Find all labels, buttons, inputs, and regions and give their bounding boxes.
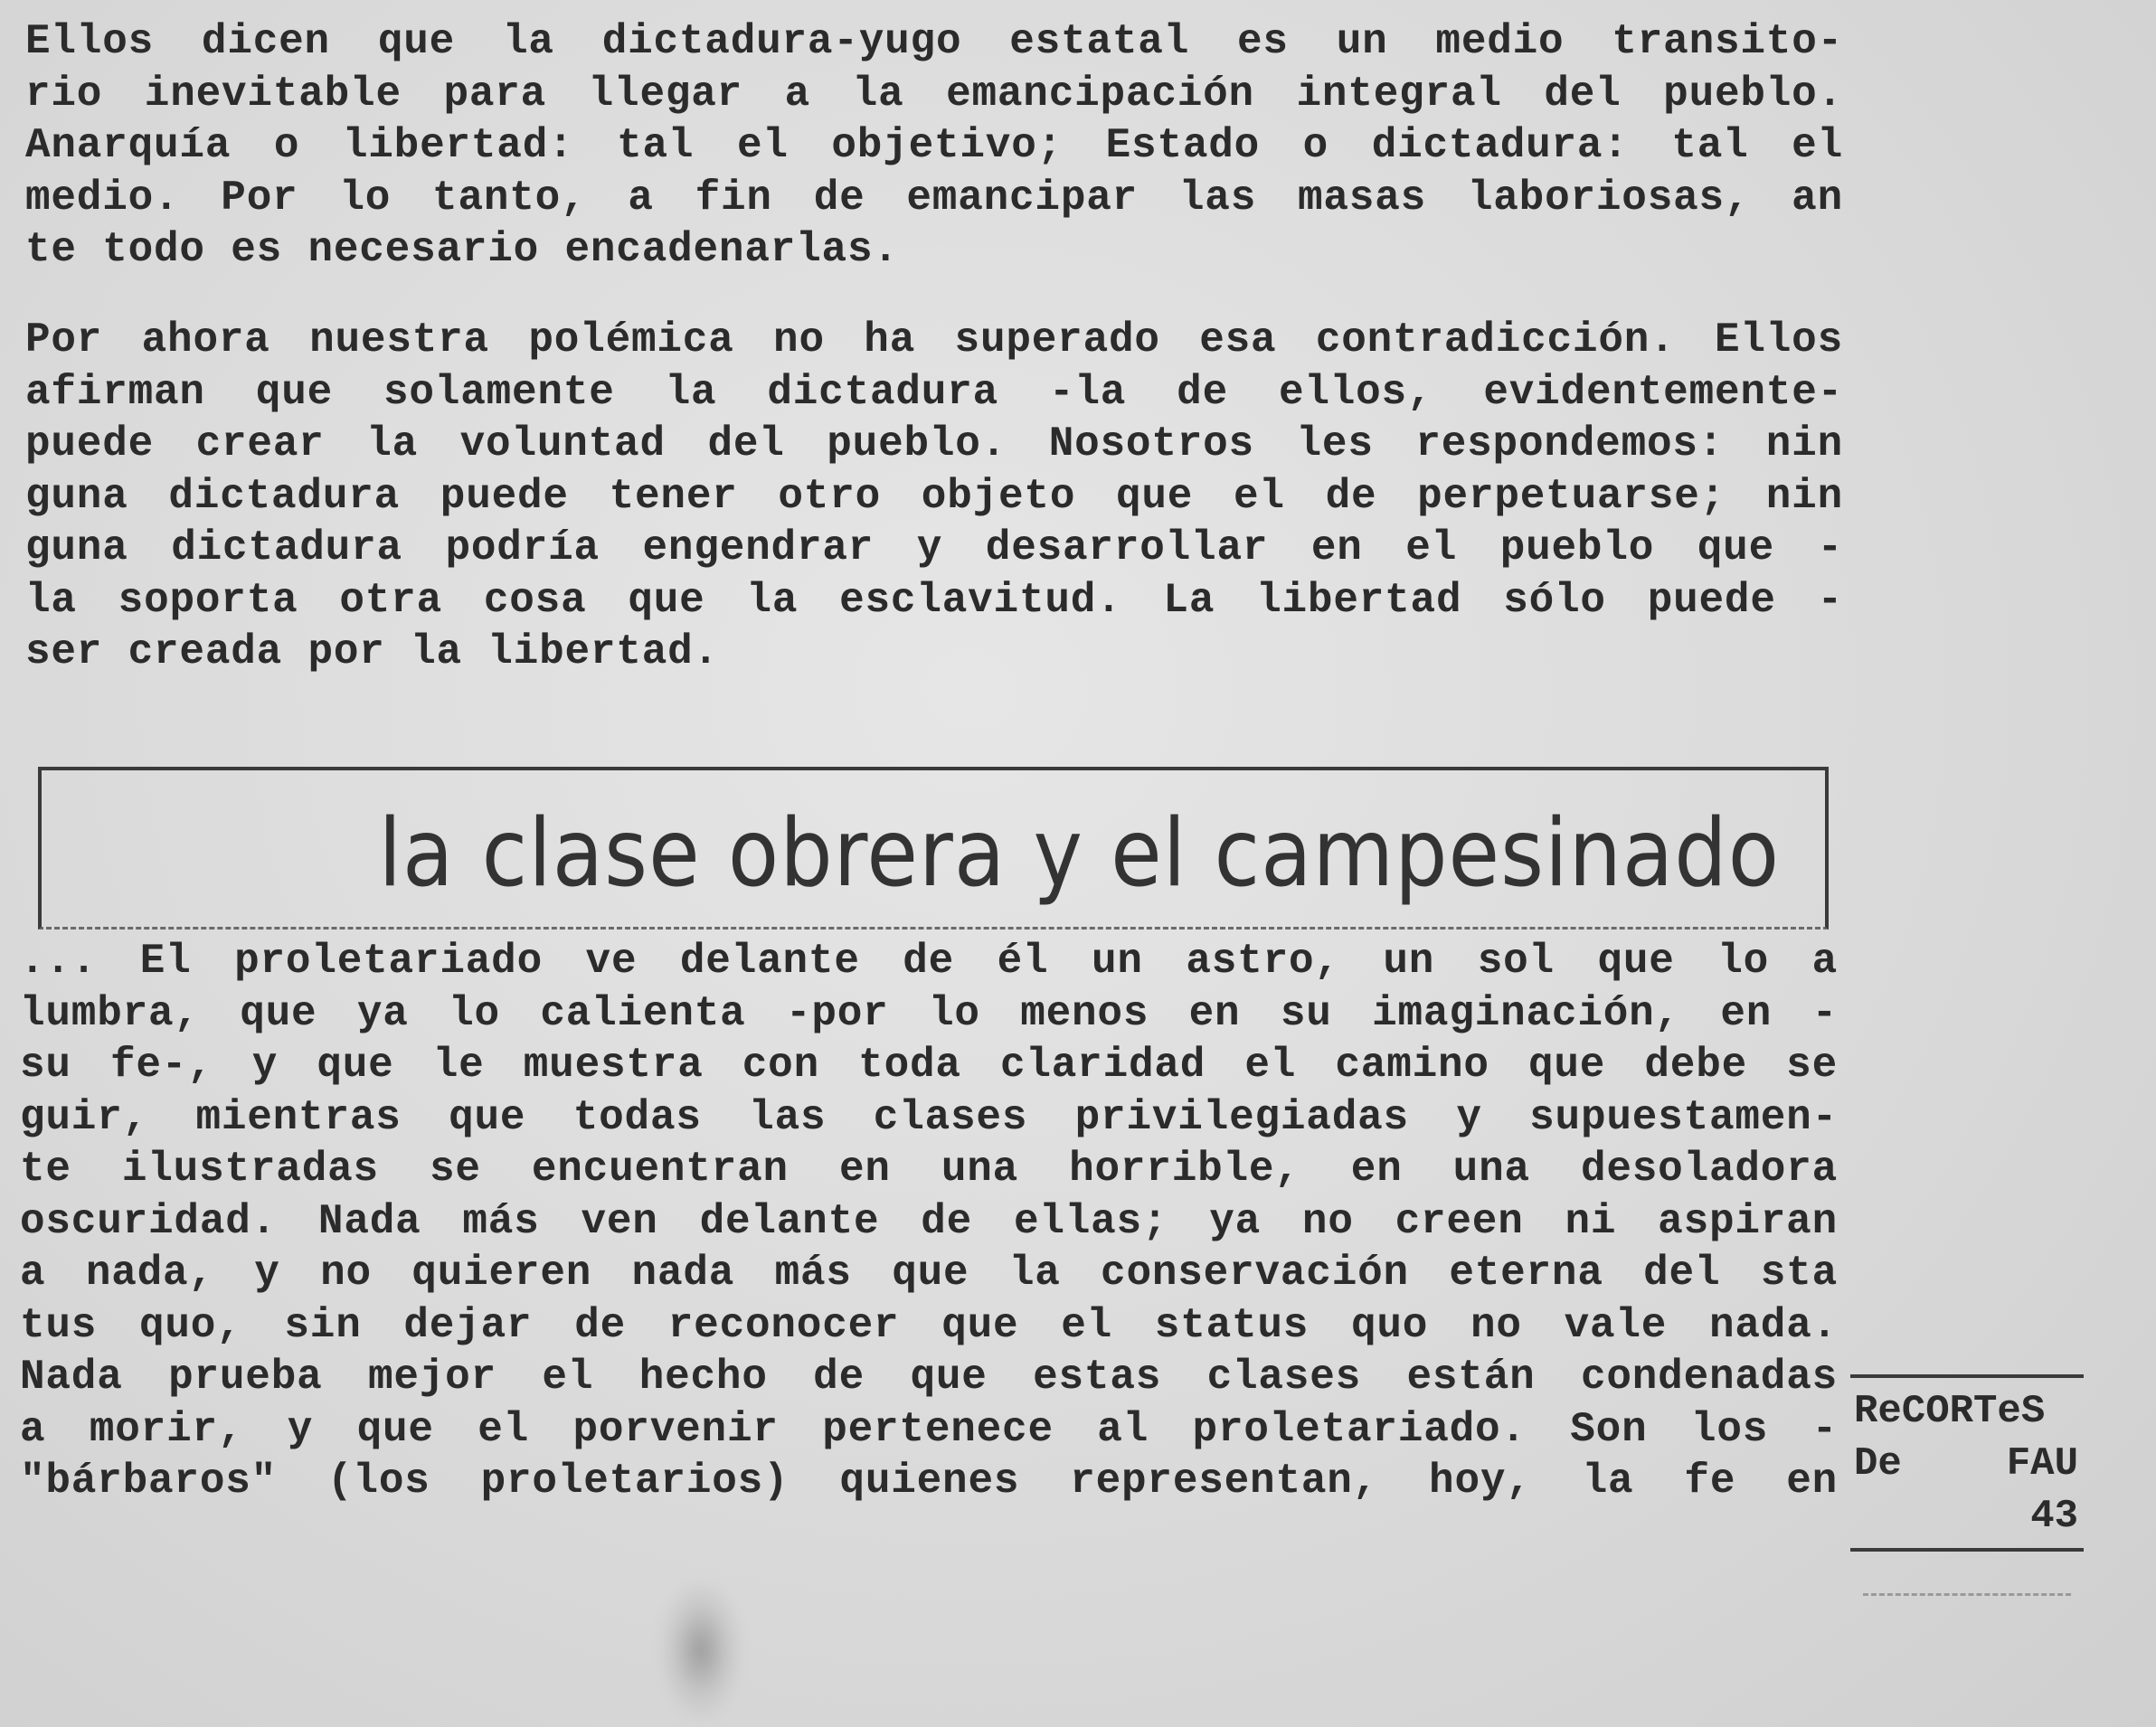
paragraph-dictadura — [25, 16, 1843, 277]
dashed-mark — [1863, 1593, 2071, 1596]
text-line: te ilustradas se encuentran en una horrible, en una desoladora — [20, 1146, 1838, 1193]
text-line: tus quo, sin dejar de reconocer que el status quo no vale nada. — [20, 1301, 1838, 1349]
fau-label: FAU — [2006, 1441, 2078, 1486]
text-line: su fe-, y que le muestra con toda claridad el camino que debe se — [20, 1042, 1838, 1089]
recortes-label: ReCORTeS — [1854, 1389, 2046, 1434]
text-line: la soporta otra cosa que la esclavitud. La libertad sólo puede - — [25, 576, 1843, 624]
text-line: a nada, y no quieren nada más que la conservación eterna del sta — [20, 1250, 1838, 1297]
text-line: Por ahora nuestra polémica no ha superado esa contradicción. Ellos — [25, 316, 1843, 363]
text-line: afirman que solamente la dictadura -la de ellos, evidentemente- — [25, 368, 1843, 416]
text-line: guir, mientras que todas las clases privilegiadas y supuestamen- — [20, 1093, 1838, 1141]
section-headline: la clase obrera y el campesinado — [378, 799, 1780, 908]
text-line: ser creada por la libertad. — [25, 628, 719, 675]
text-line: rio inevitable para llegar a la emancipación integral del pueblo. — [25, 70, 1843, 118]
recortes-fau-page-box — [1850, 1374, 2084, 1552]
text-line: guna dictadura podría engendrar y desarrollar en el pueblo que - — [25, 524, 1843, 571]
paragraph-proletariado — [20, 936, 1838, 1508]
text-line: puede crear la voluntad del pueblo. Nosotros les respondemos: nin — [25, 420, 1843, 467]
text-line: Anarquía o libertad: tal el objetivo; Estado o dictadura: tal el — [25, 122, 1843, 169]
ink-smudge — [660, 1582, 742, 1718]
de-label: De — [1854, 1441, 1902, 1486]
text-line: lumbra, que ya lo calienta -por lo menos en su imaginación, en - — [20, 989, 1838, 1037]
page-number: 43 — [2030, 1494, 2078, 1539]
text-line: guna dictadura puede tener otro objeto que el de perpetuarse; nin — [25, 472, 1843, 520]
text-line: a morir, y que el porvenir pertenece al proletariado. Son los - — [20, 1405, 1838, 1453]
text-line: ... El proletariado ve delante de él un astro, un sol que lo a — [20, 938, 1838, 985]
paragraph-polemica — [25, 315, 1843, 679]
headline-box — [38, 767, 1829, 930]
text-line: Ellos dicen que la dictadura-yugo estatal es un medio transito- — [25, 18, 1843, 65]
text-line: "bárbaros" (los proletarios) quienes representan, hoy, la fe en — [20, 1458, 1838, 1505]
text-line: medio. Por lo tanto, a fin de emancipar las masas laboriosas, an — [25, 174, 1843, 222]
text-line: Nada prueba mejor el hecho de que estas clases están condenadas — [20, 1354, 1838, 1401]
text-line: te todo es necesario encadenarlas. — [25, 226, 899, 273]
text-line: oscuridad. Nada más ven delante de ellas; ya no creen ni aspiran — [20, 1197, 1838, 1245]
